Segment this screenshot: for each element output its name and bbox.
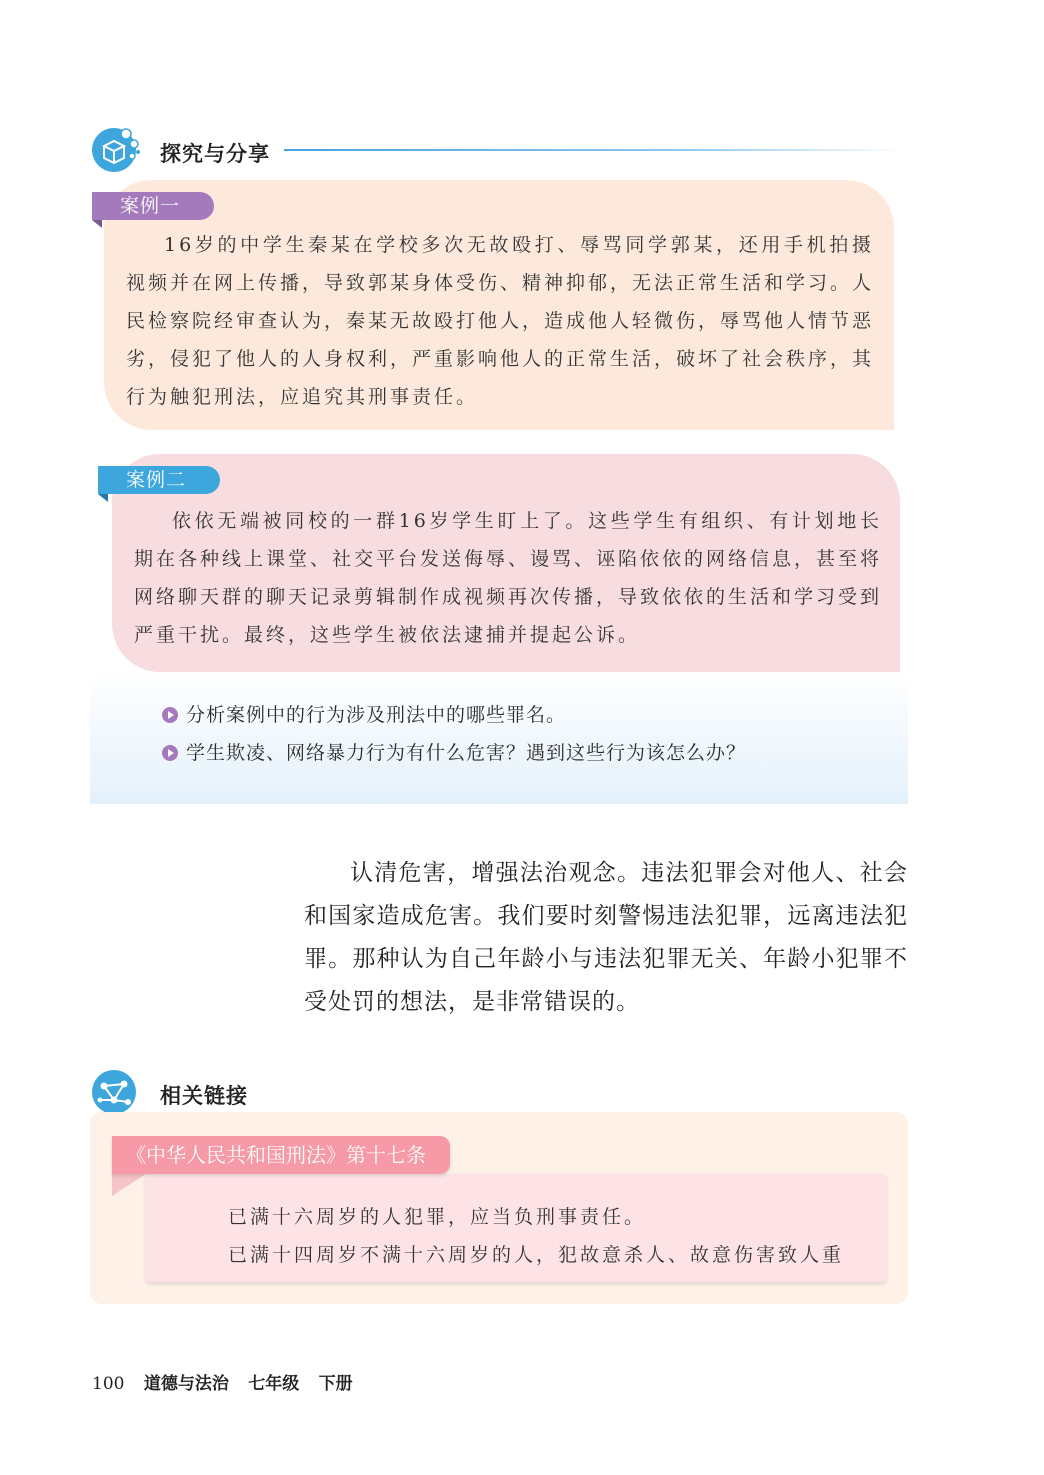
question-item [162, 700, 566, 727]
law-tag-fold [112, 1174, 146, 1196]
play-bullet-icon [162, 707, 178, 723]
case2-paragraph: 依依无端被同校的一群16岁学生盯上了。这些学生有组织、有计划地长期在各种线上课堂、社交平台发送侮辱、谩骂、诬陷依依的网络信息，甚至将网络聊天群的聊天记录剪辑制作成视频再次传播，导致依依的生活和学习受到严重干扰。最终，这些学生被依法逮捕并提起公诉。 [134, 510, 883, 646]
question-text: 学生欺凌、网络暴力行为有什么危害？遇到这些行为该怎么办？ [186, 742, 747, 764]
case2-tag-fold [98, 494, 108, 502]
law-line: 已满十四周岁不满十六周岁的人，犯故意杀人、故意伤害致人重 [228, 1244, 845, 1266]
case1-tag: 案例一 [92, 192, 214, 220]
question-item [162, 738, 746, 765]
law-line: 已满十六周岁的人犯罪，应当负刑事责任。 [228, 1206, 647, 1228]
case1-tag-fold [92, 220, 102, 228]
law-tag: 《中华人民共和国刑法》第十七条 [112, 1136, 450, 1174]
main-paragraph: 认清危害，增强法治观念。违法犯罪会对他人、社会和国家造成危害。我们要时刻警惕违法犯罪，远离违法犯罪。那种认为自己年龄小与违法犯罪无关、年龄小犯罪不受处罚的想法，是非常错误的。 [304, 860, 908, 1015]
explore-section-header [90, 124, 910, 176]
main-body-text [304, 852, 908, 1024]
page-number: 100 [92, 1374, 125, 1394]
related-section-header [90, 1066, 910, 1118]
cube-dots-icon [90, 124, 142, 176]
grade-label: 七年级 [248, 1374, 300, 1394]
section-divider [284, 149, 904, 151]
play-bullet-icon [162, 745, 178, 761]
question-text: 分析案例中的行为涉及刑法中的哪些罪名。 [186, 704, 567, 726]
case1-text [126, 226, 874, 416]
volume-label: 下册 [318, 1374, 353, 1394]
case2-tag: 案例二 [98, 466, 220, 494]
book-title: 道德与法治 [143, 1374, 229, 1394]
section-title: 探究与分享 [160, 142, 270, 166]
page-footer [92, 1369, 367, 1394]
case1-paragraph: 16岁的中学生秦某在学校多次无故殴打、辱骂同学郭某，还用手机拍摄视频并在网上传播，导致郭某身体受伤、精神抑郁，无法正常生活和学习。人民检察院经审查认为，秦某无故殴打他人，造成他人轻微伤，辱骂他人情节恶劣，侵犯了他人的人身权利，严重影响他人的正常生活，破坏了社会秩序，其行为触犯刑法，应追究其刑事责任。 [126, 234, 875, 408]
network-nodes-icon [90, 1066, 142, 1118]
section-title: 相关链接 [160, 1084, 248, 1108]
case2-text [134, 502, 882, 654]
